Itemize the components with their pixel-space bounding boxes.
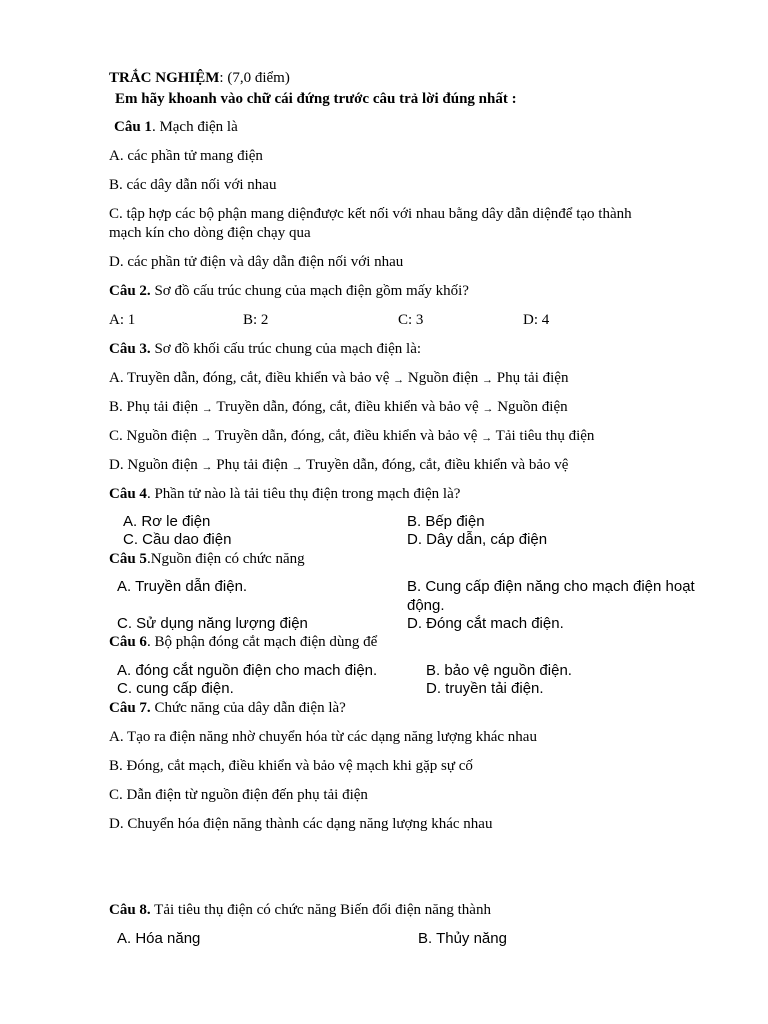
section-title-bold: TRẮC NGHIỆM (109, 70, 220, 86)
q3-option-d[interactable] (109, 456, 568, 475)
q3-option-a-part1: A. Truyền dẫn, đóng, cắt, điều khiển và bảo vệ (109, 370, 394, 386)
q3-option-a-part2: Nguồn điện (404, 370, 483, 386)
arrow-icon: → (393, 374, 405, 386)
q1-option-b[interactable]: B. các dây dẫn nối với nhau (109, 177, 277, 193)
q3-option-c-part1: C. Nguồn điện (109, 428, 201, 444)
q2-option-a[interactable]: A: 1 (109, 312, 136, 328)
q2-option-b[interactable]: B: 2 (243, 312, 269, 328)
question-8-text: Tải tiêu thụ điện có chức năng Biến đổi điện năng thành (150, 902, 491, 918)
q3-option-a[interactable] (109, 369, 568, 388)
q6-option-a[interactable]: A. đóng cắt nguồn điện cho mach điện. (117, 662, 378, 679)
q3-option-b-part1: B. Phụ tải điện (109, 399, 202, 415)
q3-option-b-part3: Nguồn điện (493, 399, 568, 415)
instruction: Em hãy khoanh vào chữ cái đứng trước câu trả lời đúng nhất : (115, 91, 517, 107)
question-3 (109, 340, 421, 358)
question-4-label: Câu 4 (109, 486, 147, 502)
question-8-label: Câu 8. (109, 902, 151, 918)
q3-option-c[interactable] (109, 427, 594, 446)
question-6 (109, 633, 377, 651)
question-1-label: Câu 1 (114, 119, 152, 135)
arrow-icon: → (200, 432, 212, 444)
q1-option-c-continued: mạch kín cho dòng điện chạy qua (109, 225, 311, 241)
q3-option-c-part3: Tải tiêu thụ điện (492, 428, 595, 444)
question-3-text: Sơ đồ khối cấu trúc chung của mạch điện là: (150, 341, 422, 357)
q3-option-d-part1: D. Nguồn điện (109, 457, 202, 473)
q4-option-d[interactable]: D. Dây dẫn, cáp điện (407, 531, 548, 548)
question-3-label: Câu 3. (109, 341, 151, 357)
arrow-icon: → (482, 403, 494, 415)
arrow-icon: → (291, 461, 303, 473)
arrow-icon: → (481, 432, 493, 444)
q7-option-a[interactable]: A. Tạo ra điện năng nhờ chuyển hóa từ các dạng năng lượng khác nhau (109, 729, 537, 745)
question-1 (114, 118, 238, 136)
arrow-icon: → (201, 461, 213, 473)
q3-option-a-part3: Phụ tải điện (493, 370, 569, 386)
q7-option-c[interactable]: C. Dẫn điện từ nguồn điện đến phụ tải điện (109, 787, 368, 803)
q6-option-b[interactable]: B. bảo vệ nguồn điện. (426, 662, 572, 679)
question-8 (109, 901, 491, 919)
arrow-icon: → (201, 403, 213, 415)
q4-option-c[interactable]: C. Cầu dao điện (123, 531, 232, 548)
question-7-text: Chức năng của dây dẫn điện là? (150, 700, 346, 716)
question-5 (109, 550, 305, 568)
q3-option-c-part2: Truyền dẫn, đóng, cắt, điều khiển và bảo vệ (211, 428, 482, 444)
arrow-icon: → (482, 374, 494, 386)
question-5-text: .Nguồn điện có chức năng (146, 551, 305, 567)
question-4 (109, 485, 460, 503)
q5-option-b[interactable]: B. Cung cấp điện năng cho mạch điện hoạt (407, 578, 695, 595)
question-6-text: . Bộ phận đóng cắt mạch điện dùng để (146, 634, 378, 650)
q3-option-b-part2: Truyền dẫn, đóng, cắt, điều khiển và bảo vệ (212, 399, 483, 415)
q2-option-d[interactable]: D: 4 (523, 312, 550, 328)
q8-option-a[interactable]: A. Hóa năng (117, 930, 201, 947)
q1-option-d[interactable]: D. các phần tử điện và dây dẫn điện nối với nhau (109, 254, 404, 270)
question-7-label: Câu 7. (109, 700, 151, 716)
q5-option-c[interactable]: C. Sử dụng năng lượng điện (117, 615, 308, 632)
question-1-text: . Mạch điện là (151, 119, 238, 135)
section-title-score: : (7,0 điểm) (219, 70, 290, 86)
q5-option-a[interactable]: A. Truyền dẫn điện. (117, 578, 248, 595)
q8-option-b[interactable]: B. Thủy năng (418, 930, 507, 947)
q4-option-b[interactable]: B. Bếp điện (407, 513, 485, 530)
q6-option-c[interactable]: C. cung cấp điện. (117, 680, 234, 697)
q1-option-c[interactable]: C. tập hợp các bộ phận mang diệnđược kết nối với nhau bằng dây dẫn diệnđể tạo thành (109, 206, 632, 222)
question-5-label: Câu 5 (109, 551, 147, 567)
question-2-text: Sơ đồ cấu trúc chung của mạch điện gồm mấy khối? (150, 283, 469, 299)
q3-option-d-part2: Phụ tải điện (212, 457, 292, 473)
q1-option-a[interactable]: A. các phần tử mang điện (109, 148, 263, 164)
q5-option-d[interactable]: D. Đóng cắt mach điện. (407, 615, 564, 632)
q6-option-d[interactable]: D. truyền tải điện. (426, 680, 544, 697)
q4-option-a[interactable]: A. Rơ le điện (123, 513, 211, 530)
question-4-text: . Phần tử nào là tải tiêu thụ điện trong mạch điện là? (146, 486, 461, 502)
question-7 (109, 699, 346, 717)
q2-option-c[interactable]: C: 3 (398, 312, 424, 328)
question-2 (109, 282, 469, 300)
q3-option-b[interactable] (109, 398, 568, 417)
q7-option-b[interactable]: B. Đóng, cắt mạch, điều khiển và bảo vệ mạch khi gặp sự cố (109, 758, 473, 774)
q5-option-b-continued: động. (407, 597, 445, 614)
q7-option-d[interactable]: D. Chuyển hóa điện năng thành các dạng năng lượng khác nhau (109, 816, 493, 832)
question-6-label: Câu 6 (109, 634, 147, 650)
section-title (109, 69, 290, 87)
question-2-label: Câu 2. (109, 283, 151, 299)
q3-option-d-part3: Truyền dẫn, đóng, cắt, điều khiển và bảo vệ (302, 457, 569, 473)
